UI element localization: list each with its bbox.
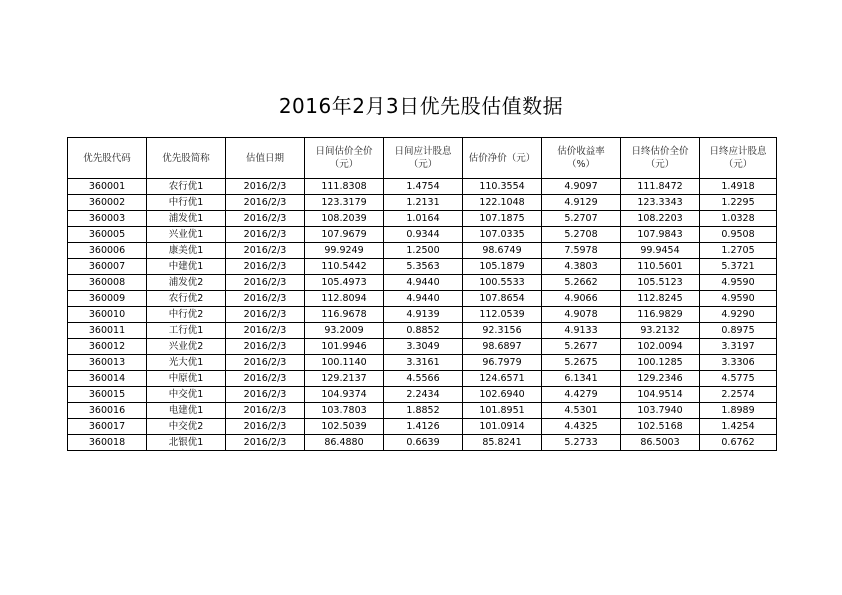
table-row [68,211,777,227]
column-header-line: 优先股简称 [162,152,210,164]
table-cell: 360003 [68,211,147,227]
table-cell: 5.2733 [542,435,621,451]
page-title: 2016年2月3日优先股估值数据 [278,94,564,118]
header-row [68,138,777,179]
table-cell: 105.5123 [621,275,700,291]
table-cell: 2016/2/3 [226,435,305,451]
table-cell: 112.8094 [305,291,384,307]
table-cell: 100.5533 [463,275,542,291]
column-header [700,138,777,179]
table-cell: 5.3563 [384,259,463,275]
table-cell: 4.9440 [384,291,463,307]
table-cell: 1.8989 [700,403,777,419]
table-cell: 360008 [68,275,147,291]
table-cell: 2016/2/3 [226,339,305,355]
table-cell: 1.2131 [384,195,463,211]
table-cell: 107.8654 [463,291,542,307]
table-cell: 107.9679 [305,227,384,243]
column-header [384,138,463,179]
table-cell: 86.4880 [305,435,384,451]
table-row [68,323,777,339]
table-cell: 农行优1 [147,179,226,195]
table-cell: 2.2434 [384,387,463,403]
table-row [68,403,777,419]
table-cell: 102.6940 [463,387,542,403]
table-cell: 2016/2/3 [226,307,305,323]
table-cell: 100.1140 [305,355,384,371]
table-cell: 光大优1 [147,355,226,371]
table-cell: 124.6571 [463,371,542,387]
table-cell: 360007 [68,259,147,275]
table-cell: 93.2009 [305,323,384,339]
table-row [68,387,777,403]
table-cell: 4.9097 [542,179,621,195]
table-cell: 中行优1 [147,195,226,211]
table-cell: 360013 [68,355,147,371]
column-header [305,138,384,179]
table-cell: 123.3343 [621,195,700,211]
column-header-line: （%） [566,159,596,170]
table-cell: 2016/2/3 [226,371,305,387]
table-cell: 5.2662 [542,275,621,291]
table-cell: 108.2203 [621,211,700,227]
column-header-line: 日间估价全价 [315,146,373,157]
table-cell: 0.8975 [700,323,777,339]
table-cell: 101.0914 [463,419,542,435]
table-cell: 360010 [68,307,147,323]
table-cell: 4.9590 [700,275,777,291]
table-row [68,307,777,323]
table-cell: 6.1341 [542,371,621,387]
column-header-line: 优先股代码 [83,152,131,164]
table-cell: 2016/2/3 [226,291,305,307]
column-header [226,138,305,179]
table-cell: 5.3721 [700,259,777,275]
table-cell: 4.4279 [542,387,621,403]
table-cell: 116.9829 [621,307,700,323]
table-cell: 123.3179 [305,195,384,211]
table-cell: 1.2705 [700,243,777,259]
table-row [68,227,777,243]
table-cell: 1.4918 [700,179,777,195]
table-cell: 110.3554 [463,179,542,195]
table-cell: 360015 [68,387,147,403]
table-cell: 4.9066 [542,291,621,307]
table-cell: 2016/2/3 [226,387,305,403]
table-cell: 98.6749 [463,243,542,259]
table-cell: 5.2677 [542,339,621,355]
column-header [147,138,226,179]
table-cell: 1.0328 [700,211,777,227]
table-cell: 兴业优2 [147,339,226,355]
table-cell: 农行优2 [147,291,226,307]
table-cell: 107.9843 [621,227,700,243]
table-cell: 129.2346 [621,371,700,387]
table-cell: 100.1285 [621,355,700,371]
table-cell: 中原优1 [147,371,226,387]
table-cell: 102.5168 [621,419,700,435]
table-cell: 2016/2/3 [226,195,305,211]
table-row [68,243,777,259]
table-row [68,195,777,211]
table-cell: 1.4254 [700,419,777,435]
table-cell: 中行优2 [147,307,226,323]
table-cell: 105.1879 [463,259,542,275]
table-cell: 1.4754 [384,179,463,195]
column-header-line: 估值日期 [245,152,284,164]
table-cell: 103.7803 [305,403,384,419]
table-row [68,419,777,435]
column-header [68,138,147,179]
table-cell: 0.8852 [384,323,463,339]
column-header-line: （元） [329,159,359,170]
column-header-line: 日终应计股息 [709,146,767,157]
table-cell: 360012 [68,339,147,355]
table-cell: 101.8951 [463,403,542,419]
table-cell: 102.0094 [621,339,700,355]
table-cell: 2016/2/3 [226,259,305,275]
table-cell: 129.2137 [305,371,384,387]
table-cell: 4.9078 [542,307,621,323]
table-cell: 2016/2/3 [226,227,305,243]
table-cell: 2016/2/3 [226,243,305,259]
column-header-line: （元） [408,159,438,170]
table-cell: 111.8472 [621,179,700,195]
table-cell: 2016/2/3 [226,275,305,291]
table-cell: 4.9139 [384,307,463,323]
table-cell: 电建优1 [147,403,226,419]
table-cell: 中交优2 [147,419,226,435]
table-cell: 111.8308 [305,179,384,195]
table-cell: 北银优1 [147,435,226,451]
table-row [68,355,777,371]
table-cell: 108.2039 [305,211,384,227]
table-cell: 中建优1 [147,259,226,275]
table-cell: 浦发优1 [147,211,226,227]
table-cell: 浦发优2 [147,275,226,291]
table-cell: 4.5566 [384,371,463,387]
table-cell: 3.3306 [700,355,777,371]
table-cell: 105.4973 [305,275,384,291]
table-cell: 4.5775 [700,371,777,387]
table-cell: 1.4126 [384,419,463,435]
table-cell: 104.9514 [621,387,700,403]
table-cell: 86.5003 [621,435,700,451]
table-cell: 3.3161 [384,355,463,371]
table-cell: 4.4325 [542,419,621,435]
table-cell: 2016/2/3 [226,179,305,195]
table-cell: 360005 [68,227,147,243]
table-cell: 110.5442 [305,259,384,275]
table-row [68,339,777,355]
table-cell: 2016/2/3 [226,355,305,371]
table-cell: 康美优1 [147,243,226,259]
column-header [463,138,542,179]
table-cell: 3.3197 [700,339,777,355]
table-cell: 兴业优1 [147,227,226,243]
table-cell: 360018 [68,435,147,451]
table-cell: 104.9374 [305,387,384,403]
table-cell: 360006 [68,243,147,259]
table-body [68,179,777,451]
table-cell: 1.2295 [700,195,777,211]
table-cell: 2016/2/3 [226,211,305,227]
table-row [68,435,777,451]
table-cell: 4.9129 [542,195,621,211]
table-cell: 4.9440 [384,275,463,291]
table-cell: 工行优1 [147,323,226,339]
column-header [621,138,700,179]
table-cell: 360002 [68,195,147,211]
table-cell: 360017 [68,419,147,435]
table-cell: 0.9508 [700,227,777,243]
table-cell: 5.2675 [542,355,621,371]
table-cell: 0.6762 [700,435,777,451]
table-cell: 0.9344 [384,227,463,243]
table-cell: 360011 [68,323,147,339]
table-cell: 4.9133 [542,323,621,339]
table-cell: 2016/2/3 [226,323,305,339]
table-cell: 92.3156 [463,323,542,339]
table-row [68,259,777,275]
table-cell: 5.2708 [542,227,621,243]
table-cell: 4.5301 [542,403,621,419]
column-header-line: 日终估价全价 [631,146,689,157]
table-cell: 99.9249 [305,243,384,259]
table-cell: 1.0164 [384,211,463,227]
table-row [68,275,777,291]
table-cell: 103.7940 [621,403,700,419]
table-row [68,291,777,307]
table-cell: 96.7979 [463,355,542,371]
table-cell: 360014 [68,371,147,387]
table-cell: 93.2132 [621,323,700,339]
table-cell: 1.8852 [384,403,463,419]
table-cell: 116.9678 [305,307,384,323]
table-cell: 4.9590 [700,291,777,307]
table-cell: 2.2574 [700,387,777,403]
table-cell: 2016/2/3 [226,419,305,435]
table-cell: 107.0335 [463,227,542,243]
table-cell: 中交优1 [147,387,226,403]
valuation-table [67,137,777,451]
table-row [68,371,777,387]
table-cell: 3.3049 [384,339,463,355]
table-cell: 7.5978 [542,243,621,259]
table-cell: 107.1875 [463,211,542,227]
table-cell: 98.6897 [463,339,542,355]
column-header-line: （元） [645,159,675,170]
table-cell: 4.3803 [542,259,621,275]
table-cell: 112.0539 [463,307,542,323]
column-header-line: 估价收益率 [557,146,605,157]
table-cell: 1.2500 [384,243,463,259]
table-cell: 102.5039 [305,419,384,435]
table-cell: 101.9946 [305,339,384,355]
table-cell: 360001 [68,179,147,195]
column-header-line: 日间应计股息 [394,146,452,157]
table-cell: 5.2707 [542,211,621,227]
column-header-line: （元） [723,159,753,170]
table-cell: 112.8245 [621,291,700,307]
table-cell: 99.9454 [621,243,700,259]
column-header [542,138,621,179]
table-cell: 85.8241 [463,435,542,451]
table-cell: 360009 [68,291,147,307]
column-header-line: 估价净价（元） [468,152,536,164]
table-cell: 360016 [68,403,147,419]
table-cell: 122.1048 [463,195,542,211]
table-row [68,179,777,195]
table-cell: 4.9290 [700,307,777,323]
table-cell: 0.6639 [384,435,463,451]
table-cell: 110.5601 [621,259,700,275]
table-cell: 2016/2/3 [226,403,305,419]
